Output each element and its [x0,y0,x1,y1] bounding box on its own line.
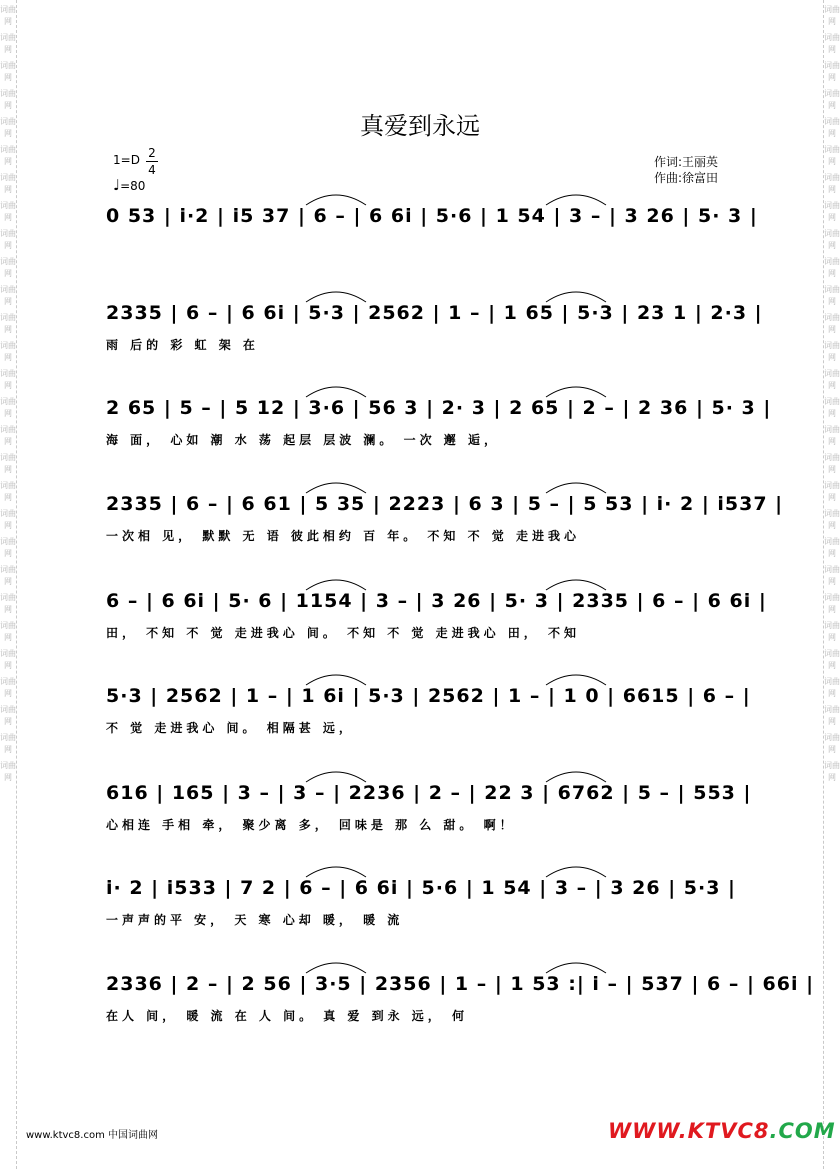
notation-text: 2 65 | 5 – | 5 12 | 3·6 | 56 3 | 2· 3 | 2 65 | 2 – | 2 36 | 5· 3 | [106,397,772,419]
watermark-text: 词曲网 [824,649,840,670]
watermark-text: 词曲网 [0,677,16,698]
lyric-text: 海 面， 心如 潮 水 荡 起层 层波 澜。 一次 邂 逅， [106,433,500,447]
slur-arc [306,772,366,782]
meter-line [146,161,158,162]
watermark-text: 词曲网 [0,565,16,586]
watermark-text: 词曲网 [0,285,16,306]
watermark-text: 词曲网 [0,733,16,754]
watermark-text: 词曲网 [0,173,16,194]
footer-site-text: www.ktvc8.com 中国词曲网 [26,1130,159,1141]
lyric-text: 一次相 见， 默默 无 语 彼此相约 百 年。 不知 不 觉 走进我心 [106,529,580,543]
footer-logo [608,1119,836,1143]
watermark-text: 词曲网 [824,61,840,82]
slur-arc [306,483,366,493]
watermark-text: 词曲网 [0,229,16,250]
composer-credit: 作曲:徐富田 [654,171,719,185]
lyric-text: 在人 间， 暖 流 在 人 间。 真 爱 到永 远， 何 [106,1009,468,1023]
watermark-text: 词曲网 [824,201,840,222]
watermark-text: 词曲网 [824,537,840,558]
slur-arc [546,772,606,782]
key-signature: 1=D [113,153,140,167]
slur-arc [306,867,366,877]
watermark-text: 词曲网 [0,621,16,642]
slur-arc [546,292,606,302]
watermark-text: 词曲网 [0,593,16,614]
lyricist-credit: 作词:王丽英 [654,155,719,169]
notation-line [106,302,763,332]
watermark-text: 词曲网 [824,5,840,26]
notation-text: 5·3 | 2562 | 1 – | 1 6i | 5·3 | 2562 | 1 – | 1 0 | 6615 | 6 – | [106,685,751,707]
watermark-text: 词曲网 [0,33,16,54]
watermark-text: 词曲网 [824,481,840,502]
watermark-text: 词曲网 [824,509,840,530]
notation-text: 2335 | 6 – | 6 6i | 5·3 | 2562 | 1 – | 1 65 | 5·3 | 23 1 | 2·3 | [106,302,763,324]
score-row [106,782,756,842]
notation-line [106,685,756,715]
notation-text: 616 | 165 | 3 – | 3 – | 2236 | 2 – | 22 3 | 6762 | 5 – | 553 | [106,782,752,804]
slur-arc [546,195,606,205]
slur-arc [546,867,606,877]
watermark-text: 词曲网 [824,89,840,110]
watermark-text: 词曲网 [824,593,840,614]
watermark-text: 词曲网 [824,117,840,138]
watermark-text: 词曲网 [0,453,16,474]
watermark-text: 词曲网 [824,761,840,782]
slur-arc [306,195,366,205]
watermark-text: 词曲网 [0,397,16,418]
notation-line [106,397,772,427]
lyric-line [106,816,756,834]
slur-arc [546,387,606,397]
score-row [106,397,772,457]
watermark-text: 词曲网 [0,761,16,782]
slur-marks [106,286,756,306]
watermark-text: 词曲网 [824,173,840,194]
slur-arc [306,387,366,397]
score-row [106,590,767,650]
watermark-text: 词曲网 [824,145,840,166]
watermark-text: 词曲网 [0,117,16,138]
watermark-text: 词曲网 [824,621,840,642]
left-watermark-strip [0,0,17,1169]
slur-marks [106,189,756,209]
time-signature [146,145,158,178]
meter-top: 2 [148,146,156,160]
notation-line [106,782,756,812]
watermark-text: 词曲网 [824,257,840,278]
song-title: 真爱到永远 [360,112,480,140]
watermark-text: 词曲网 [824,733,840,754]
notation-text: 0 53 | i·2 | i5 37 | 6 – | 6 6i | 5·6 | 1 54 | 3 – | 3 26 | 5· 3 | [106,205,758,227]
notation-line [106,877,756,907]
lyric-text: 田， 不知 不 觉 走进我心 间。 不知 不 觉 走进我心 田， 不知 [106,626,580,640]
watermark-text: 词曲网 [0,509,16,530]
notation-text: 2336 | 2 – | 2 56 | 3·5 | 2356 | 1 – | 1 53 :| i – | 537 | 6 – | 66i | [106,973,815,995]
lyric-line [106,431,756,449]
score-row [106,877,756,937]
score-row [106,302,763,362]
watermark-text: 词曲网 [0,5,16,26]
watermark-text: 词曲网 [824,229,840,250]
score-row [106,493,784,553]
watermark-text: 词曲网 [0,537,16,558]
watermark-text: 词曲网 [0,61,16,82]
watermark-text: 词曲网 [824,677,840,698]
meter-bottom: 4 [148,163,156,177]
slur-marks [106,381,756,401]
slur-marks [106,861,756,881]
lyric-text: 心相连 手相 牵， 聚少离 多， 回味是 那 么 甜。 啊！ [106,818,516,832]
slur-arc [306,675,366,685]
watermark-text: 词曲网 [0,89,16,110]
watermark-text: 词曲网 [824,369,840,390]
slur-marks [106,766,756,786]
watermark-text: 词曲网 [824,33,840,54]
slur-arc [306,963,366,973]
watermark-text: 词曲网 [824,453,840,474]
lyric-text: 不 觉 走进我心 间。 相隔甚 远， [106,721,355,735]
watermark-text: 词曲网 [0,705,16,726]
lyric-line [106,336,756,354]
slur-marks [106,477,756,497]
lyric-text: 雨 后的 彩 虹 架 在 [106,338,259,352]
score-row [106,973,815,1033]
watermark-text: 词曲网 [824,565,840,586]
watermark-text: 词曲网 [824,705,840,726]
notation-line [106,590,767,620]
notation-text: 6 – | 6 6i | 5· 6 | 1154 | 3 – | 3 26 | 5· 3 | 2335 | 6 – | 6 6i | [106,590,767,612]
quarter-note-icon: ♩ [113,176,121,194]
watermark-text: 词曲网 [824,313,840,334]
watermark-text: 词曲网 [0,145,16,166]
watermark-text: 词曲网 [824,397,840,418]
watermark-text: 词曲网 [0,313,16,334]
slur-marks [106,957,756,977]
lyric-text: 一声声的平 安， 天 寒 心却 暖， 暖 流 [106,913,404,927]
notation-text: i· 2 | i533 | 7 2 | 6 – | 6 6i | 5·6 | 1 54 | 3 – | 3 26 | 5·3 | [106,877,736,899]
watermark-text: 词曲网 [0,201,16,222]
slur-marks [106,669,756,689]
slur-arc [546,963,606,973]
watermark-text: 词曲网 [0,649,16,670]
notation-line [106,493,784,523]
notation-text: 2335 | 6 – | 6 61 | 5 35 | 2223 | 6 3 | 5 – | 5 53 | i· 2 | i537 | [106,493,784,515]
slur-arc [546,675,606,685]
notation-line [106,205,756,235]
watermark-text: 词曲网 [0,257,16,278]
notation-line [106,973,815,1003]
watermark-text: 词曲网 [824,285,840,306]
slur-arc [546,580,606,590]
watermark-text: 词曲网 [0,369,16,390]
slur-arc [546,483,606,493]
lyric-line [106,527,756,545]
score-row [106,205,756,265]
logo-text: WWW.KTVC8.COM [608,1119,836,1143]
slur-marks [106,574,756,594]
slur-arc [306,292,366,302]
watermark-text: 词曲网 [0,341,16,362]
watermark-text: 词曲网 [824,425,840,446]
score-row [106,685,756,745]
watermark-text: 词曲网 [0,481,16,502]
lyric-line [106,239,756,257]
lyric-line [106,911,756,929]
lyric-line [106,1007,756,1025]
watermark-text: 词曲网 [0,425,16,446]
right-watermark-strip [823,0,840,1169]
slur-arc [306,580,366,590]
lyric-line [106,719,756,737]
lyric-line [106,624,756,642]
tempo-value: =80 [120,179,146,193]
watermark-text: 词曲网 [824,341,840,362]
